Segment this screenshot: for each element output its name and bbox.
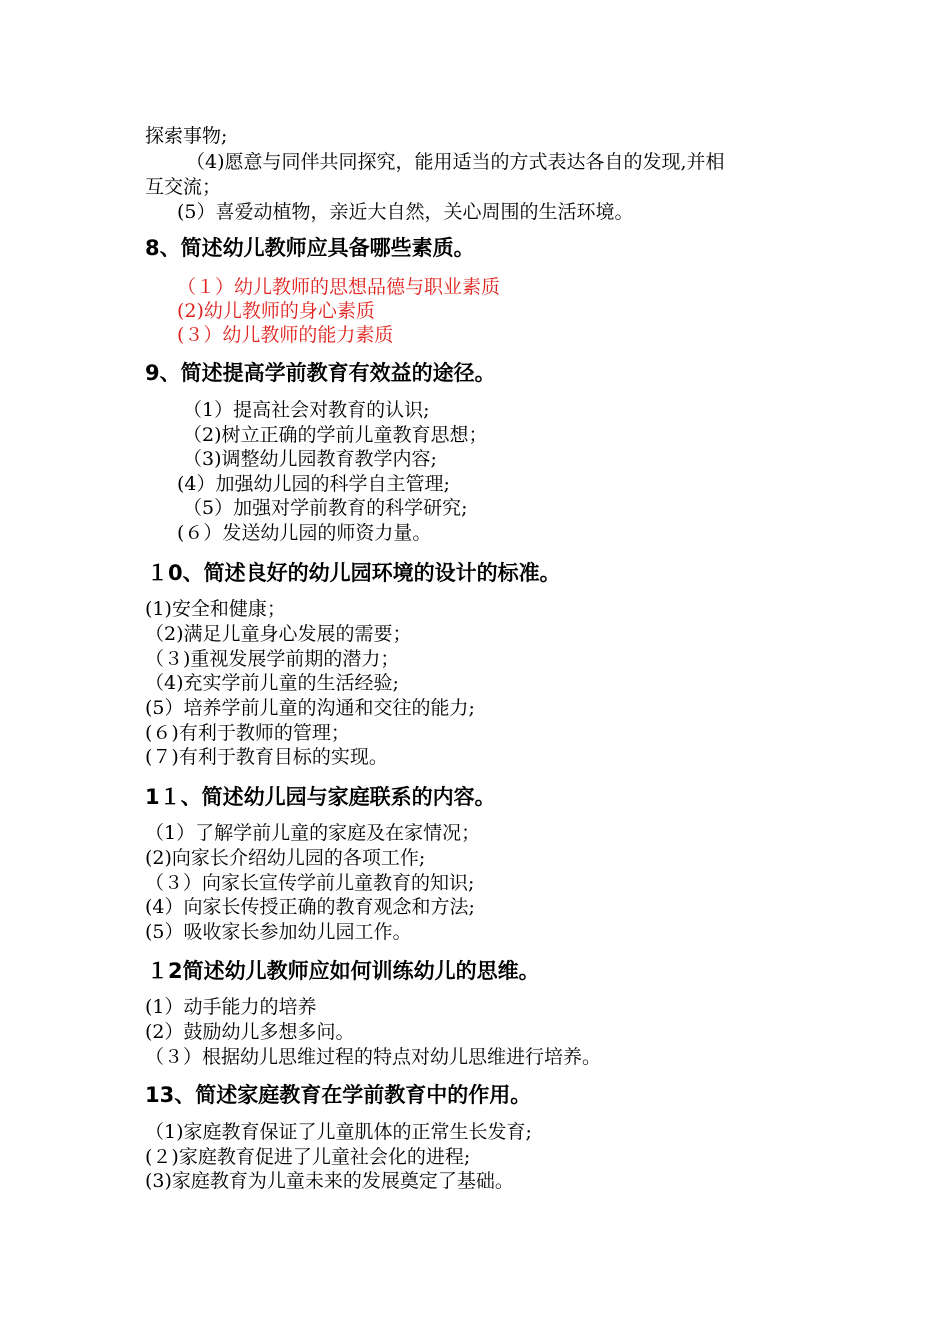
list-item: (4）加强幼儿园的科学自主管理; xyxy=(177,473,450,495)
section-heading: 9、简述提高学前教育有效益的途径。 xyxy=(145,361,496,385)
list-item: (３）幼儿教师的能力素质 xyxy=(177,324,394,346)
list-item: (5）吸收家长参加幼儿园工作。 xyxy=(145,921,412,943)
paragraph-line: 互交流； xyxy=(145,176,222,198)
list-item: (1）动手能力的培养 xyxy=(145,996,317,1018)
list-item: （1）了解学前儿童的家庭及在家情况； xyxy=(145,822,481,844)
list-item: (２)家庭教育促进了儿童社会化的进程; xyxy=(145,1146,471,1168)
list-item: (2)幼儿教师的身心素质 xyxy=(177,300,375,322)
list-item: (1)安全和健康； xyxy=(145,598,286,620)
list-item: （1)家庭教育保证了儿童肌体的正常生长发育; xyxy=(145,1121,532,1143)
list-item: （2)满足儿童身心发展的需要； xyxy=(145,623,412,645)
list-item: (2)向家长介绍幼儿园的各项工作; xyxy=(145,847,426,869)
section-heading: １0、简述良好的幼儿园环境的设计的标准。 xyxy=(147,561,561,585)
list-item: （１）幼儿教师的思想品德与职业素质 xyxy=(177,276,501,298)
paragraph-line: （4)愿意与同伴共同探究，能用适当的方式表达各自的发现,并相 xyxy=(186,151,725,173)
section-heading: 1１、简述幼儿园与家庭联系的内容。 xyxy=(145,785,496,809)
list-item: （３）根据幼儿思维过程的特点对幼儿思维进行培养。 xyxy=(145,1046,602,1068)
list-item: (5）培养学前儿童的沟通和交往的能力; xyxy=(145,697,475,719)
section-heading: 13、简述家庭教育在学前教育中的作用。 xyxy=(145,1083,532,1107)
paragraph-line: (5）喜爱动植物，亲近大自然，关心周围的生活环境。 xyxy=(177,201,634,223)
list-item: （1）提高社会对教育的认识; xyxy=(183,399,430,421)
list-item: （３）向家长宣传学前儿童教育的知识; xyxy=(145,872,475,894)
paragraph-line: 探索事物; xyxy=(145,125,228,147)
list-item: （2)树立正确的学前儿童教育思想； xyxy=(183,424,488,446)
list-item: (3)家庭教育为儿童未来的发展奠定了基础。 xyxy=(145,1170,514,1192)
list-item: (4）向家长传授正确的教育观念和方法; xyxy=(145,896,475,918)
list-item: （３)重视发展学前期的潜力； xyxy=(145,648,400,670)
list-item: （5）加强对学前教育的科学研究; xyxy=(183,497,468,519)
list-item: (７)有利于教育目标的实现。 xyxy=(145,746,388,768)
list-item: (６)有利于教师的管理； xyxy=(145,722,350,744)
list-item: (６）发送幼儿园的师资力量。 xyxy=(177,522,432,544)
section-heading: １2简述幼儿教师应如何训练幼儿的思维。 xyxy=(147,959,540,983)
list-item: (2）鼓励幼儿多想多问。 xyxy=(145,1021,355,1043)
list-item: （3)调整幼儿园教育教学内容; xyxy=(183,448,437,470)
list-item: （4)充实学前儿童的生活经验; xyxy=(145,672,399,694)
section-heading: 8、简述幼儿教师应具备哪些素质。 xyxy=(145,236,475,260)
